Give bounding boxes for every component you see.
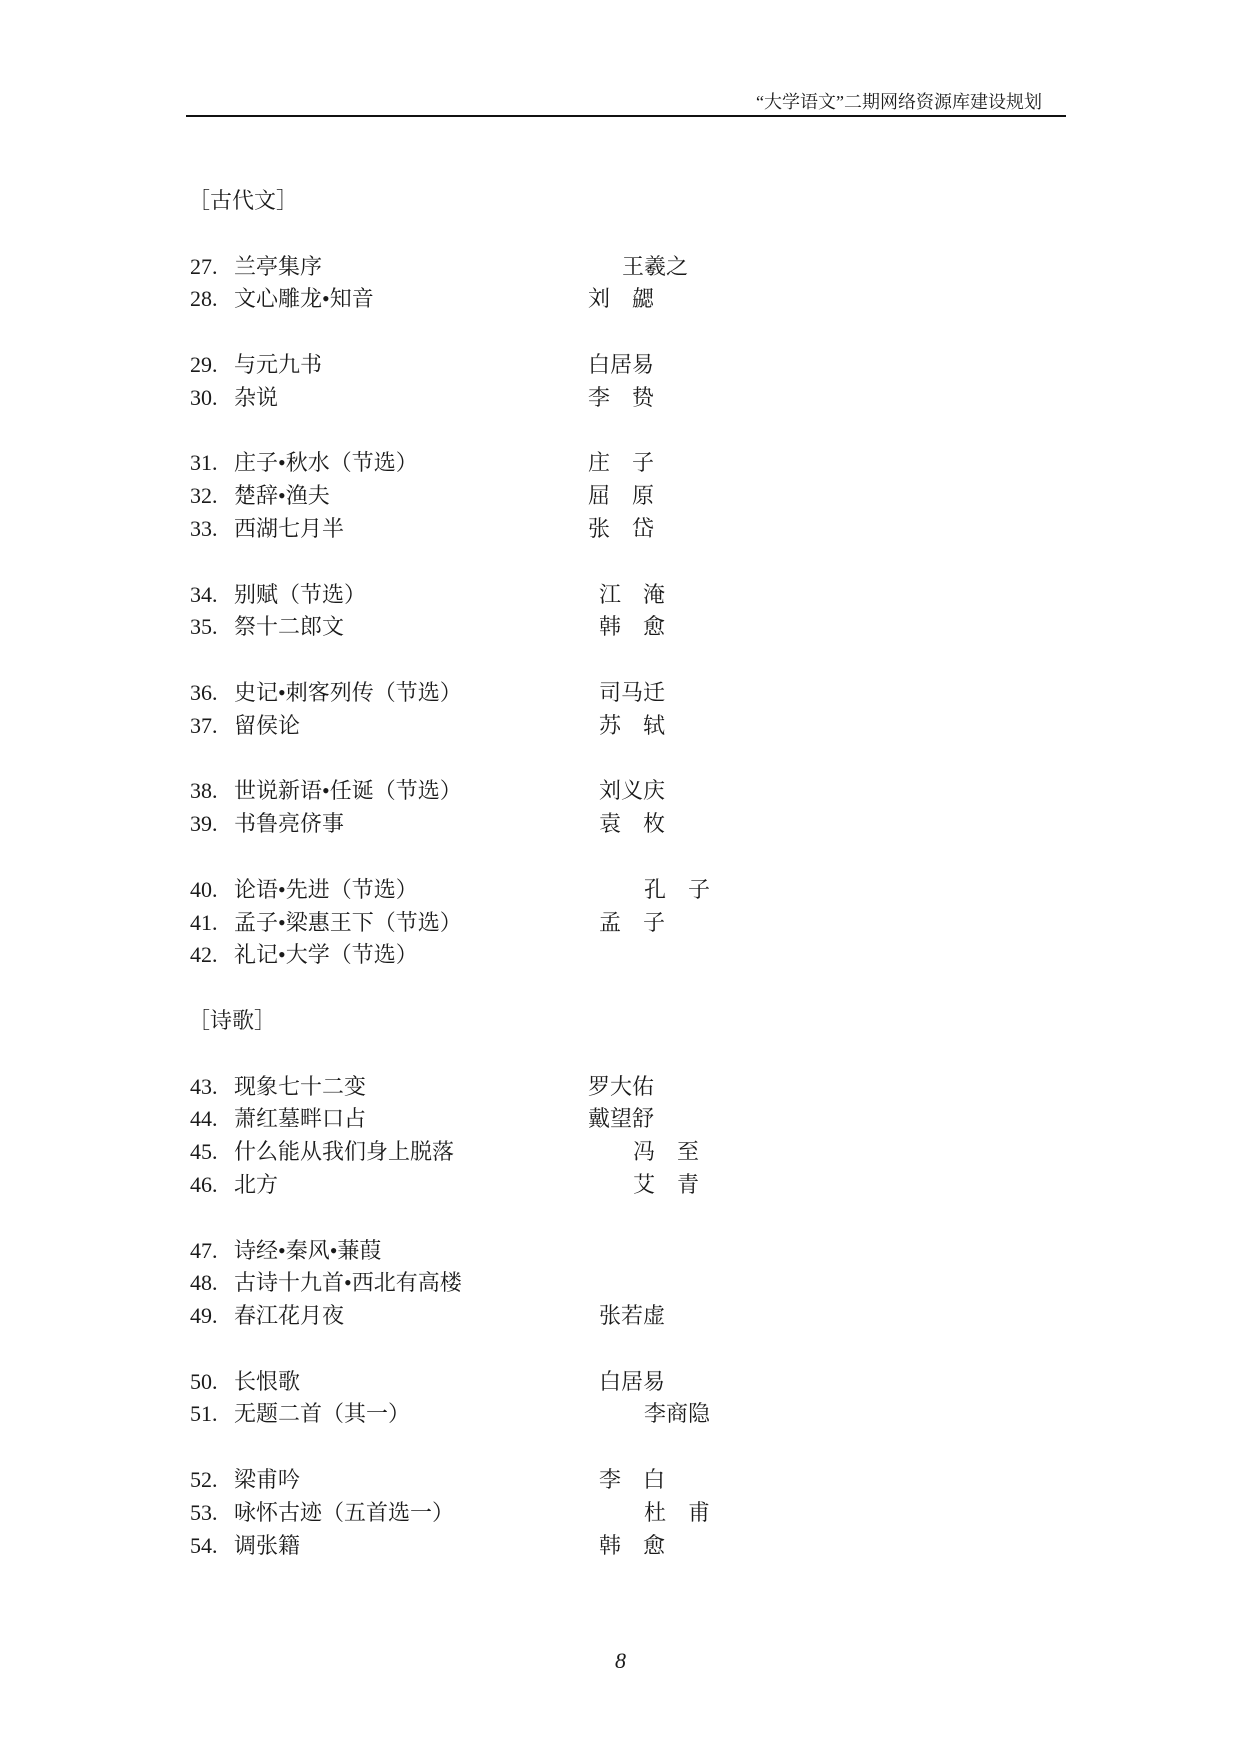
item-number: 53. xyxy=(190,1499,218,1525)
item-author: 张 岱 xyxy=(588,515,655,541)
list-item xyxy=(0,1267,1241,1300)
item-author: 刘义庆 xyxy=(599,778,666,804)
item-number: 33. xyxy=(190,515,218,541)
item-author: 白居易 xyxy=(599,1368,666,1394)
section-heading-row xyxy=(0,1005,1241,1038)
list-item xyxy=(0,1103,1241,1136)
item-author: 杜 甫 xyxy=(644,1499,711,1525)
item-author: 司马迁 xyxy=(599,679,666,705)
list-item xyxy=(0,513,1241,546)
section-heading-row xyxy=(0,185,1241,218)
item-title: 留侯论 xyxy=(234,712,301,738)
list-item xyxy=(0,251,1241,284)
item-title: 什么能从我们身上脱落 xyxy=(234,1139,455,1165)
item-title: 春江花月夜 xyxy=(234,1303,345,1329)
item-number: 31. xyxy=(190,450,218,476)
running-header: “大学语文”二期网络资源库建设规划 xyxy=(756,92,1042,112)
item-number: 35. xyxy=(190,614,218,640)
list-item xyxy=(0,677,1241,710)
item-title: 古诗十九首•西北有高楼 xyxy=(234,1270,462,1296)
item-number: 41. xyxy=(190,909,218,935)
item-number: 49. xyxy=(190,1303,218,1329)
item-title: 别赋（节选） xyxy=(234,581,367,607)
item-title: 史记•刺客列传（节选） xyxy=(234,679,462,705)
list-item xyxy=(0,283,1241,316)
item-title: 楚辞•渔夫 xyxy=(234,483,330,509)
item-title: 文心雕龙•知音 xyxy=(234,286,374,312)
item-title: 书鲁亮侪事 xyxy=(234,811,345,837)
list-item xyxy=(0,1071,1241,1104)
list-item xyxy=(0,775,1241,808)
item-number: 40. xyxy=(190,876,218,902)
item-number: 42. xyxy=(190,942,218,968)
item-author: 张若虚 xyxy=(599,1303,666,1329)
list-item xyxy=(0,579,1241,612)
item-title: 论语•先进（节选） xyxy=(234,876,418,902)
item-number: 34. xyxy=(190,581,218,607)
item-number: 36. xyxy=(190,679,218,705)
item-title: 西湖七月半 xyxy=(234,515,345,541)
item-number: 38. xyxy=(190,778,218,804)
list-item xyxy=(0,1235,1241,1268)
item-title: 世说新语•任诞（节选） xyxy=(234,778,462,804)
item-title: 现象七十二变 xyxy=(234,1073,367,1099)
list-item xyxy=(0,710,1241,743)
item-author: 李 贽 xyxy=(588,384,655,410)
item-author: 韩 愈 xyxy=(599,614,666,640)
item-number: 37. xyxy=(190,712,218,738)
item-number: 46. xyxy=(190,1171,218,1197)
list-item xyxy=(0,1169,1241,1202)
page-number: 8 xyxy=(615,1648,626,1673)
section-heading: ［诗歌］ xyxy=(188,1007,277,1033)
blank-line xyxy=(0,546,1241,579)
item-title: 长恨歌 xyxy=(234,1368,301,1394)
item-author: 孔 子 xyxy=(644,876,711,902)
list-item xyxy=(0,447,1241,480)
list-item xyxy=(0,874,1241,907)
item-author: 苏 轼 xyxy=(599,712,666,738)
item-author: 韩 愈 xyxy=(599,1532,666,1558)
item-title: 祭十二郎文 xyxy=(234,614,345,640)
item-author: 白居易 xyxy=(588,351,655,377)
item-number: 47. xyxy=(190,1237,218,1263)
item-number: 52. xyxy=(190,1467,218,1493)
item-number: 51. xyxy=(190,1401,218,1427)
list-item xyxy=(0,808,1241,841)
item-title: 杂说 xyxy=(234,384,279,410)
list-item xyxy=(0,480,1241,513)
item-author: 艾 青 xyxy=(633,1171,700,1197)
item-title: 与元九书 xyxy=(234,351,323,377)
item-number: 54. xyxy=(190,1532,218,1558)
blank-line xyxy=(0,1431,1241,1464)
item-author: 屈 原 xyxy=(588,483,655,509)
item-number: 43. xyxy=(190,1073,218,1099)
item-title: 无题二首（其一） xyxy=(234,1401,411,1427)
item-author: 李商隐 xyxy=(644,1401,711,1427)
list-item xyxy=(0,1530,1241,1563)
item-number: 30. xyxy=(190,384,218,410)
blank-line xyxy=(0,316,1241,349)
item-number: 27. xyxy=(190,253,218,279)
blank-line xyxy=(0,1038,1241,1071)
item-author: 孟 子 xyxy=(599,909,666,935)
item-number: 32. xyxy=(190,483,218,509)
blank-line xyxy=(0,644,1241,677)
item-title: 孟子•梁惠王下（节选） xyxy=(234,909,462,935)
item-title: 兰亭集序 xyxy=(234,253,323,279)
item-author: 罗大佑 xyxy=(588,1073,655,1099)
blank-line xyxy=(0,415,1241,448)
item-number: 44. xyxy=(190,1106,218,1132)
blank-line xyxy=(0,1202,1241,1235)
item-title: 咏怀古迹（五首选一） xyxy=(234,1499,455,1525)
list-item xyxy=(0,939,1241,972)
list-item xyxy=(0,1497,1241,1530)
list-item xyxy=(0,1464,1241,1497)
list-item xyxy=(0,349,1241,382)
list-item xyxy=(0,1398,1241,1431)
blank-line xyxy=(0,972,1241,1005)
item-number: 45. xyxy=(190,1139,218,1165)
item-author: 王羲之 xyxy=(622,253,689,279)
section-heading: ［古代文］ xyxy=(188,188,299,213)
item-number: 48. xyxy=(190,1270,218,1296)
item-number: 29. xyxy=(190,351,218,377)
list-item xyxy=(0,611,1241,644)
item-title: 北方 xyxy=(234,1171,279,1197)
blank-line xyxy=(0,841,1241,874)
item-title: 调张籍 xyxy=(234,1532,301,1558)
item-author: 戴望舒 xyxy=(588,1106,655,1132)
item-number: 39. xyxy=(190,811,218,837)
item-title: 萧红墓畔口占 xyxy=(234,1106,367,1132)
item-number: 50. xyxy=(190,1368,218,1394)
blank-line xyxy=(0,743,1241,776)
item-title: 礼记•大学（节选） xyxy=(234,942,418,968)
item-author: 袁 枚 xyxy=(599,811,666,837)
blank-line xyxy=(0,218,1241,251)
item-author: 庄 子 xyxy=(588,450,655,476)
item-author: 江 淹 xyxy=(599,581,666,607)
list-item xyxy=(0,907,1241,940)
blank-line xyxy=(0,1333,1241,1366)
item-number: 28. xyxy=(190,286,218,312)
list-item xyxy=(0,1300,1241,1333)
item-author: 刘 勰 xyxy=(588,286,655,312)
item-title: 梁甫吟 xyxy=(234,1467,301,1493)
reading-list xyxy=(0,185,1241,1562)
list-item xyxy=(0,1136,1241,1169)
item-author: 李 白 xyxy=(599,1467,666,1493)
item-title: 诗经•秦风•蒹葭 xyxy=(234,1237,382,1263)
item-author: 冯 至 xyxy=(633,1139,700,1165)
item-title: 庄子•秋水（节选） xyxy=(234,450,418,476)
list-item xyxy=(0,382,1241,415)
list-item xyxy=(0,1366,1241,1399)
header-rule xyxy=(186,115,1066,117)
